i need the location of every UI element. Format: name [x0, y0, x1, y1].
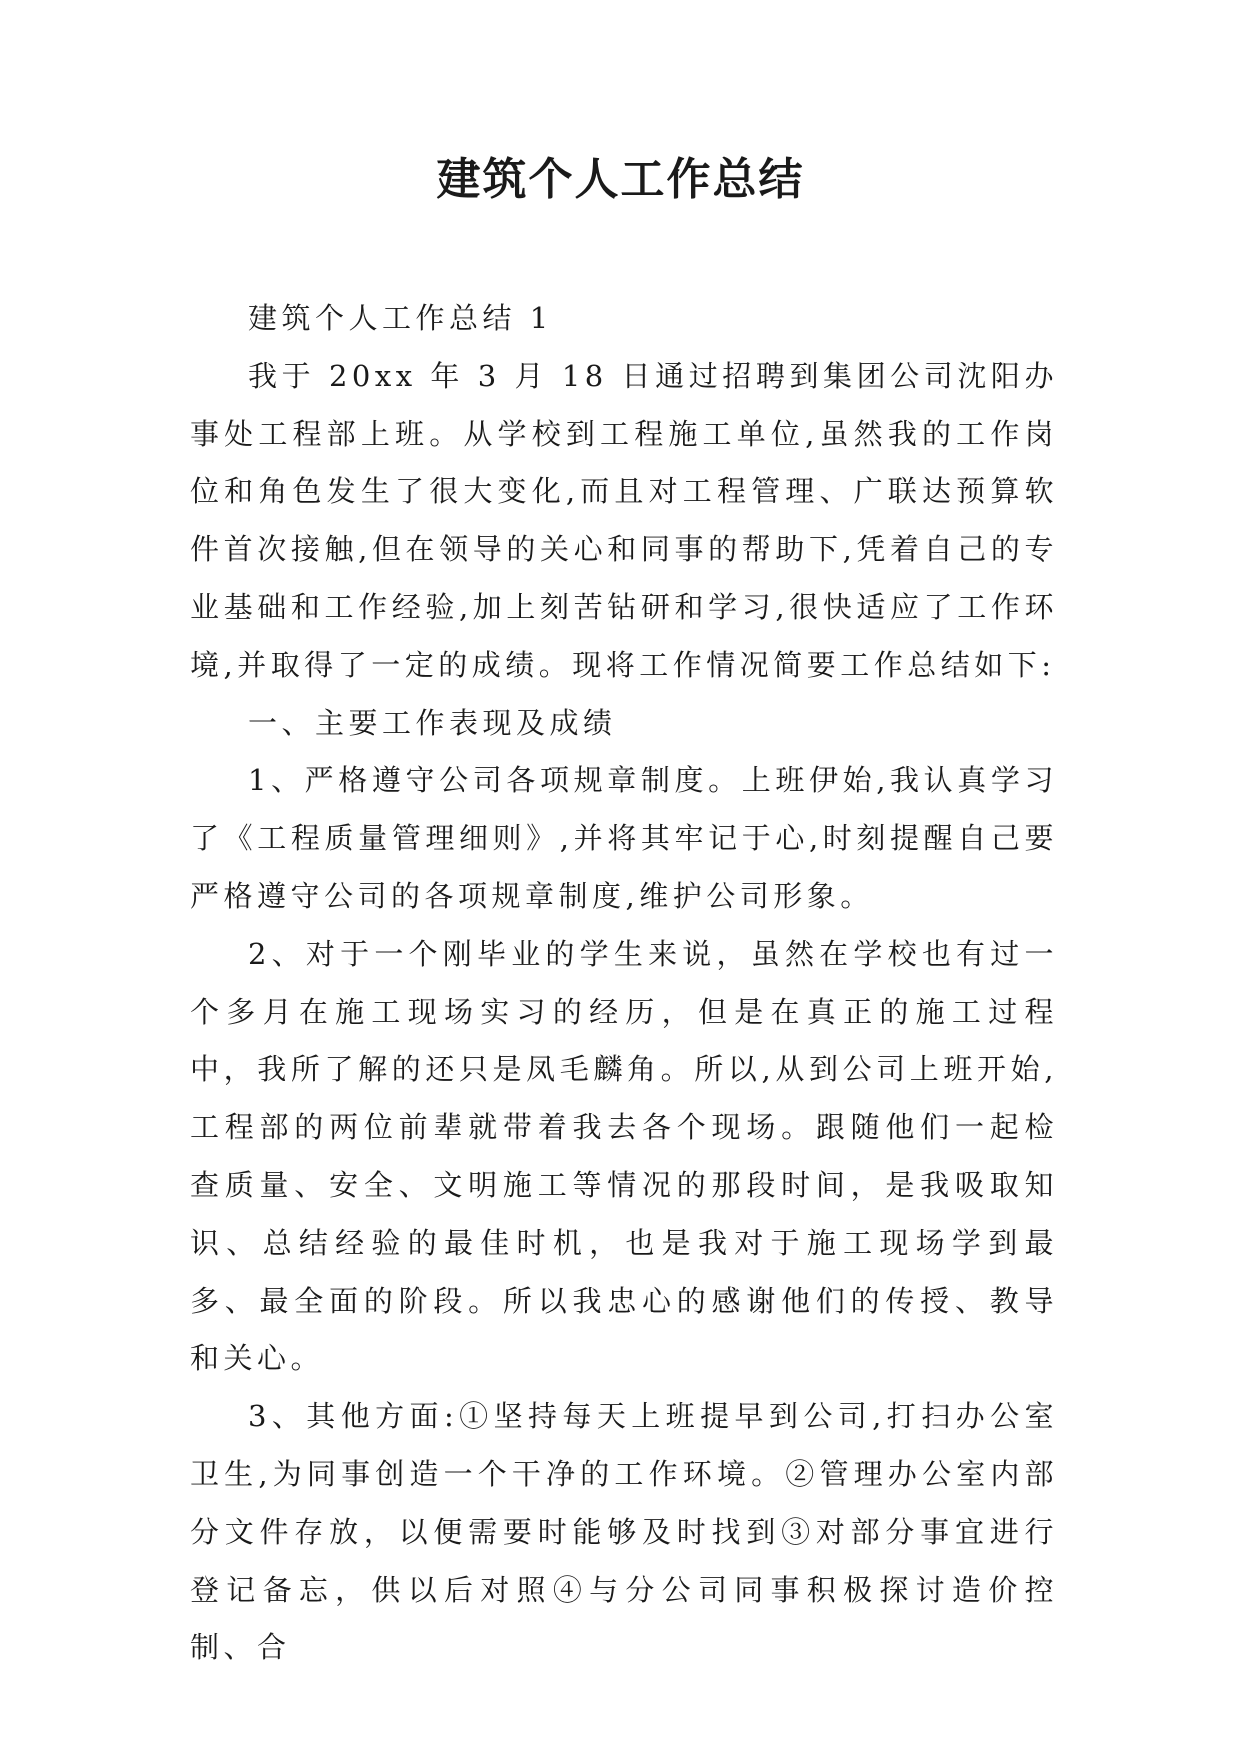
paragraph-item-2: 2、对于一个刚毕业的学生来说，虽然在学校也有过一个多月在施工现场实习的经历，但是在真正的施工过程中，我所了解的还只是凤毛麟角。所以,从到公司上班开始,工程部的两位前辈就带着我去各个现场。跟随他们一起检查质量、安全、文明施工等情况的那段时间，是我吸取知识、总结经验的最佳时机，也是我对于施工现场学到最多、最全面的阶段。所以我忠心的感谢他们的传授、教导和关心。 — [190, 936, 1058, 1376]
paragraph-item-3: 3、其他方面:①坚持每天上班提早到公司,打扫办公室卫生,为同事创造一个干净的工作环境。②管理办公室内部分文件存放，以便需要时能够及时找到③对部分事宜进行登记备忘，供以后对照④与分公司同事积极探讨造价控制、合 — [190, 1399, 1058, 1665]
subsection-heading: 一、主要工作表现及成绩 — [248, 705, 617, 740]
document-body — [190, 290, 1058, 1677]
paragraph-item-1: 1、严格遵守公司各项规章制度。上班伊始,我认真学习了《工程质量管理细则》,并将其牢记于心,时刻提醒自己要严格遵守公司的各项规章制度,维护公司形象。 — [190, 763, 1058, 913]
section-heading: 建筑个人工作总结 1 — [248, 301, 553, 335]
document-title: 建筑个人工作总结 — [436, 154, 805, 205]
paragraph-intro: 我于 20xx 年 3 月 18 日通过招聘到集团公司沈阳办事处工程部上班。从学校到工程施工单位,虽然我的工作岗位和角色发生了很大变化,而且对工程管理、广联达预算软件首次接触,但在领导的关心和同事的帮助下,凭着自己的专业基础和工作经验,加上刻苦钻研和学习,很快适应了工作环境,并取得了一定的成绩。现将工作情况简要工作总结如下: — [190, 358, 1058, 682]
